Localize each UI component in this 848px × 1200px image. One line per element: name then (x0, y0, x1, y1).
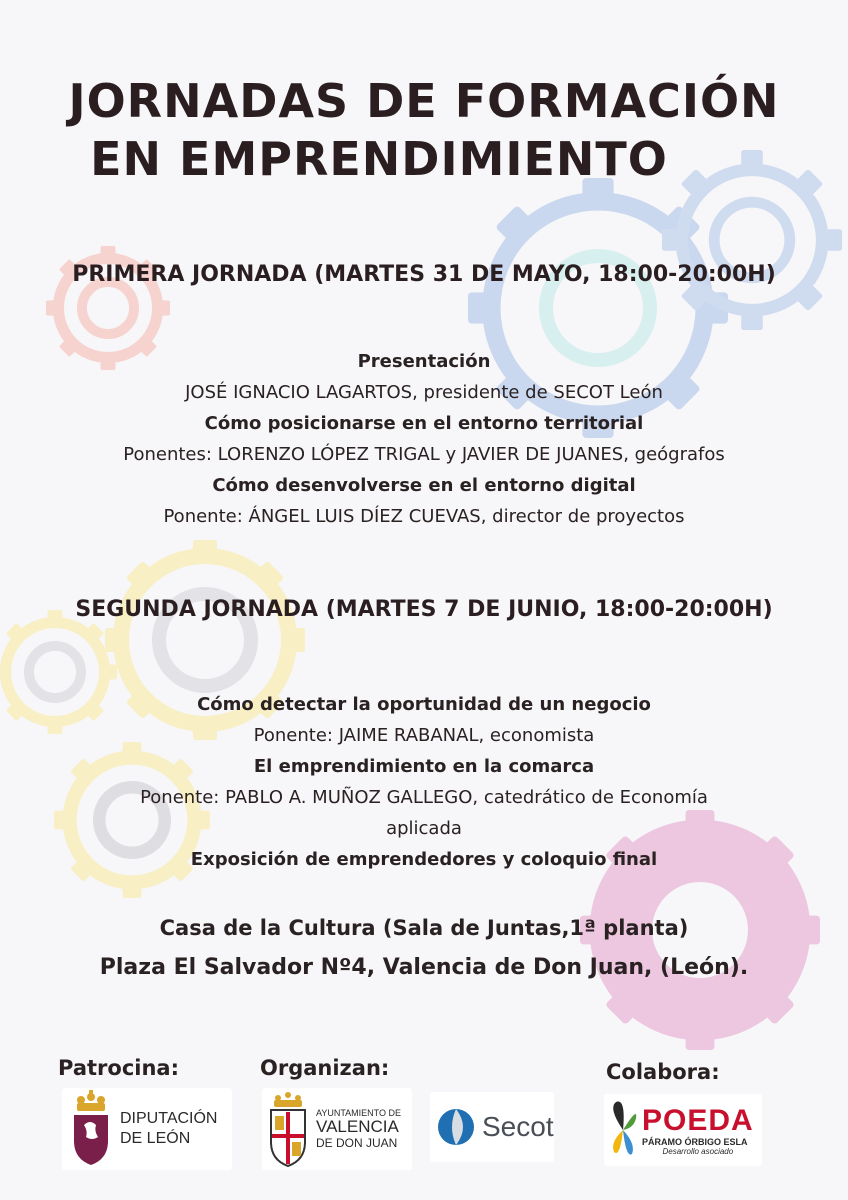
title-line-2: EN EMPRENDIMIENTO (90, 132, 668, 186)
diputacion-line-1: DIPUTACIÓN (120, 1110, 218, 1127)
secot-text: Secot (482, 1111, 554, 1142)
poeda-text: POEDA (642, 1103, 754, 1137)
ayto-line-2: VALENCIA (316, 1117, 399, 1136)
session-1-line: Cómo posicionarse en el entorno territorial (204, 413, 644, 434)
ayuntamiento-valencia-logo (262, 1088, 412, 1170)
shield-icon (68, 1089, 114, 1169)
session-1-details (0, 346, 848, 532)
secot-drop-icon (436, 1107, 476, 1147)
session-2-line: Ponente: JAIME RABANAL, economista (253, 725, 595, 746)
poeda-tagline: Desarrollo asociado (662, 1146, 734, 1156)
venue-line-2: Plaza El Salvador Nº4, Valencia de Don Juan, (León). (99, 955, 749, 980)
session-2-line: Ponente: PABLO A. MUÑOZ GALLEGO, catedrático de Economía (140, 787, 708, 808)
poeda-subtitle: PÁRAMO ÓRBIGO ESLA (642, 1136, 748, 1147)
session-2-line: Exposición de emprendedores y coloquio final (190, 849, 658, 870)
page-title (0, 72, 848, 188)
poeda-logo (604, 1094, 762, 1166)
crown-icon (77, 1090, 105, 1111)
session-2-line: aplicada (386, 818, 462, 839)
venue-line-1: Casa de la Cultura (Sala de Juntas,1ª planta) (159, 916, 689, 940)
shield-icon (266, 1090, 310, 1168)
session-2-line: El emprendimiento en la comarca (253, 756, 595, 777)
session-1-line: Ponente: ÁNGEL LUIS DÍEZ CUEVAS, director de proyectos (163, 506, 685, 527)
session-2-heading: SEGUNDA JORNADA (MARTES 7 DE JUNIO, 18:00-20:00H) (75, 597, 773, 622)
diputacion-leon-logo (62, 1088, 232, 1170)
crown-icon (274, 1092, 302, 1107)
diputacion-line-2: DE LEÓN (120, 1130, 191, 1147)
secot-logo (430, 1092, 554, 1162)
session-1-line: Ponentes: LORENZO LÓPEZ TRIGAL y JAVIER DE JUANES, geógrafos (123, 444, 725, 465)
session-2-details (0, 689, 848, 875)
organizers-label: Organizan: (260, 1056, 390, 1080)
ayto-line-3: DE DON JUAN (316, 1136, 398, 1150)
collaborator-label: Colabora: (606, 1060, 720, 1084)
butterfly-icon (606, 1098, 640, 1162)
session-2-line: Cómo detectar la oportunidad de un negocio (197, 694, 651, 715)
session-1-line: JOSÉ IGNACIO LAGARTOS, presidente de SECOT León (185, 382, 663, 403)
venue (0, 908, 848, 988)
sponsor-label: Patrocina: (58, 1056, 179, 1080)
ayto-line-1: AYUNTAMIENTO DE (316, 1108, 402, 1118)
session-1-line: Cómo desenvolverse en el entorno digital (212, 475, 636, 496)
session-1-line: Presentación (357, 351, 491, 372)
session-1-heading: PRIMERA JORNADA (MARTES 31 DE MAYO, 18:00-20:00H) (72, 262, 776, 287)
title-line-1: JORNADAS DE FORMACIÓN (68, 74, 780, 128)
